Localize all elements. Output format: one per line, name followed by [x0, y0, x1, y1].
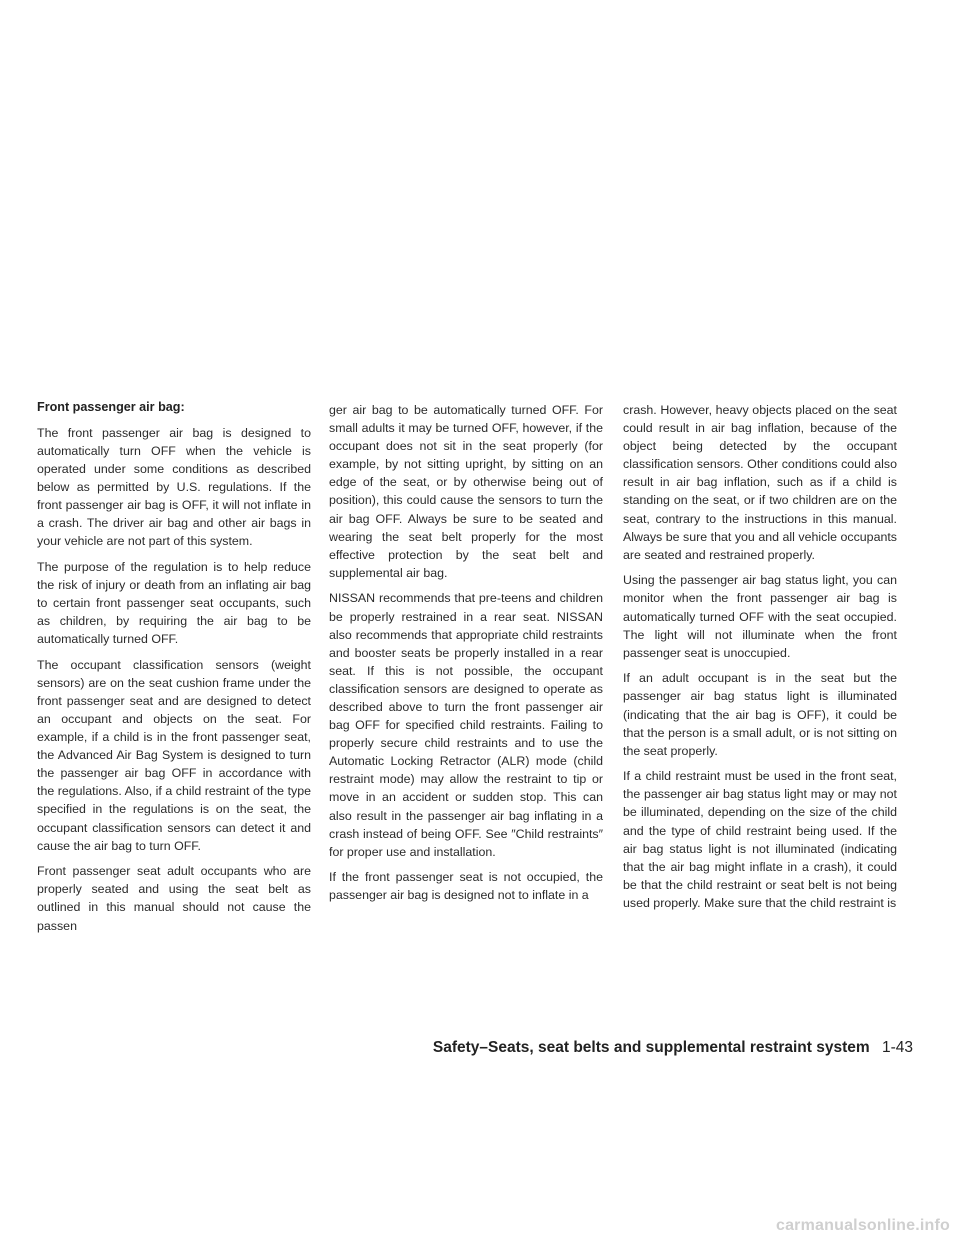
paragraph: The occupant classification sensors (weight sensors) are on the seat cushion frame under the front passenger seat and are designed to detect an occupant and objects on the seat. For example, if a child is in the front passenger seat, the Advanced Air Bag System is designed to turn the passenger air bag OFF in accordance with the regulations. Also, if a child restraint of the type specified in the regulations is on the seat, the occupant classification sensors can detect it and cause the air bag to turn OFF. — [37, 657, 311, 853]
paragraph: If an adult occupant is in the seat but the passenger air bag status light is illuminated (indicating that the air bag is OFF), it could be that the person is a small adult, or is not sitting on the seat properly. — [623, 671, 897, 758]
footer-section-title: Safety–Seats, seat belts and supplemental restraint system — [432, 1039, 870, 1056]
paragraph: If the front passenger seat is not occupied, the passenger air bag is designed not to inflate in a — [329, 870, 603, 903]
page-number: 1-43 — [881, 1039, 913, 1056]
page-footer — [433, 1039, 913, 1057]
section-heading: Front passenger air bag: — [37, 400, 185, 414]
text-column-1 — [37, 398, 311, 942]
watermark: carmanualsonline.info — [775, 1217, 950, 1234]
paragraph: crash. However, heavy objects placed on the seat could result in air bag inflation, because of the object being detected by the occupant classification sensors. Other conditions could also result in air bag inflation, such as if a child is standing on the seat, or if two children are on the seat, contrary to the instructions in this manual. Always be sure that you and all vehicle occupants are seated and restrained properly. — [623, 403, 897, 562]
text-column-3 — [623, 401, 897, 920]
paragraph: The purpose of the regulation is to help reduce the risk of injury or death from an inflating air bag to certain front passenger seat occupants, such as children, by requiring the air bag to be automatically turned OFF. — [37, 559, 311, 647]
paragraph: NISSAN recommends that pre-teens and children be properly restrained in a rear seat. NISSAN also recommends that appropriate child restraints and booster seats be properly installed in a rear seat. If this is not possible, the occupant classification sensors are designed to operate as described above to turn the front passenger air bag OFF for specified child restraints. Failing to properly secure child restraints and to use the Automatic Locking Retractor (ALR) mode (child restraint mode) may allow the restraint to tip or move in an accident or sudden stop. This can also result in the passenger air bag inflating in a crash instead of being OFF. See ″Child restraints″ for proper use and installation. — [329, 591, 603, 859]
text-column-2 — [329, 401, 603, 912]
paragraph: If a child restraint must be used in the front seat, the passenger air bag status light may or may not be illuminated, depending on the size of the child and the type of child restraint being used. If the air bag status light is not illuminated (indicating that the air bag might inflate in a crash), it could be that the child restraint or seat belt is not being used properly. Make sure that the child restraint is — [623, 769, 897, 910]
paragraph: Front passenger seat adult occupants who are properly seated and using the seat belt as outlined in this manual should not cause the passen — [37, 864, 311, 933]
paragraph: ger air bag to be automatically turned OFF. For small adults it may be turned OFF, however, if the occupant does not sit in the seat properly (for example, by not sitting upright, by sitting on an edge of the seat, or by otherwise being out of position), this could cause the sensors to turn the air bag OFF. Always be sure to be seated and wearing the seat belt properly for the most effective protection by the seat belt and supplemental air bag. — [329, 403, 603, 580]
paragraph: The front passenger air bag is designed to automatically turn OFF when the vehicle is operated under some conditions as described below as permitted by U.S. regulations. If the front passenger air bag is OFF, it will not inflate in a crash. The driver air bag and other air bags in your vehicle are not part of this system. — [37, 425, 311, 549]
paragraph: Using the passenger air bag status light, you can monitor when the front passenger air bag is automatically turned OFF with the seat occupied. The light will not illuminate when the front passenger seat is unoccupied. — [623, 573, 897, 660]
